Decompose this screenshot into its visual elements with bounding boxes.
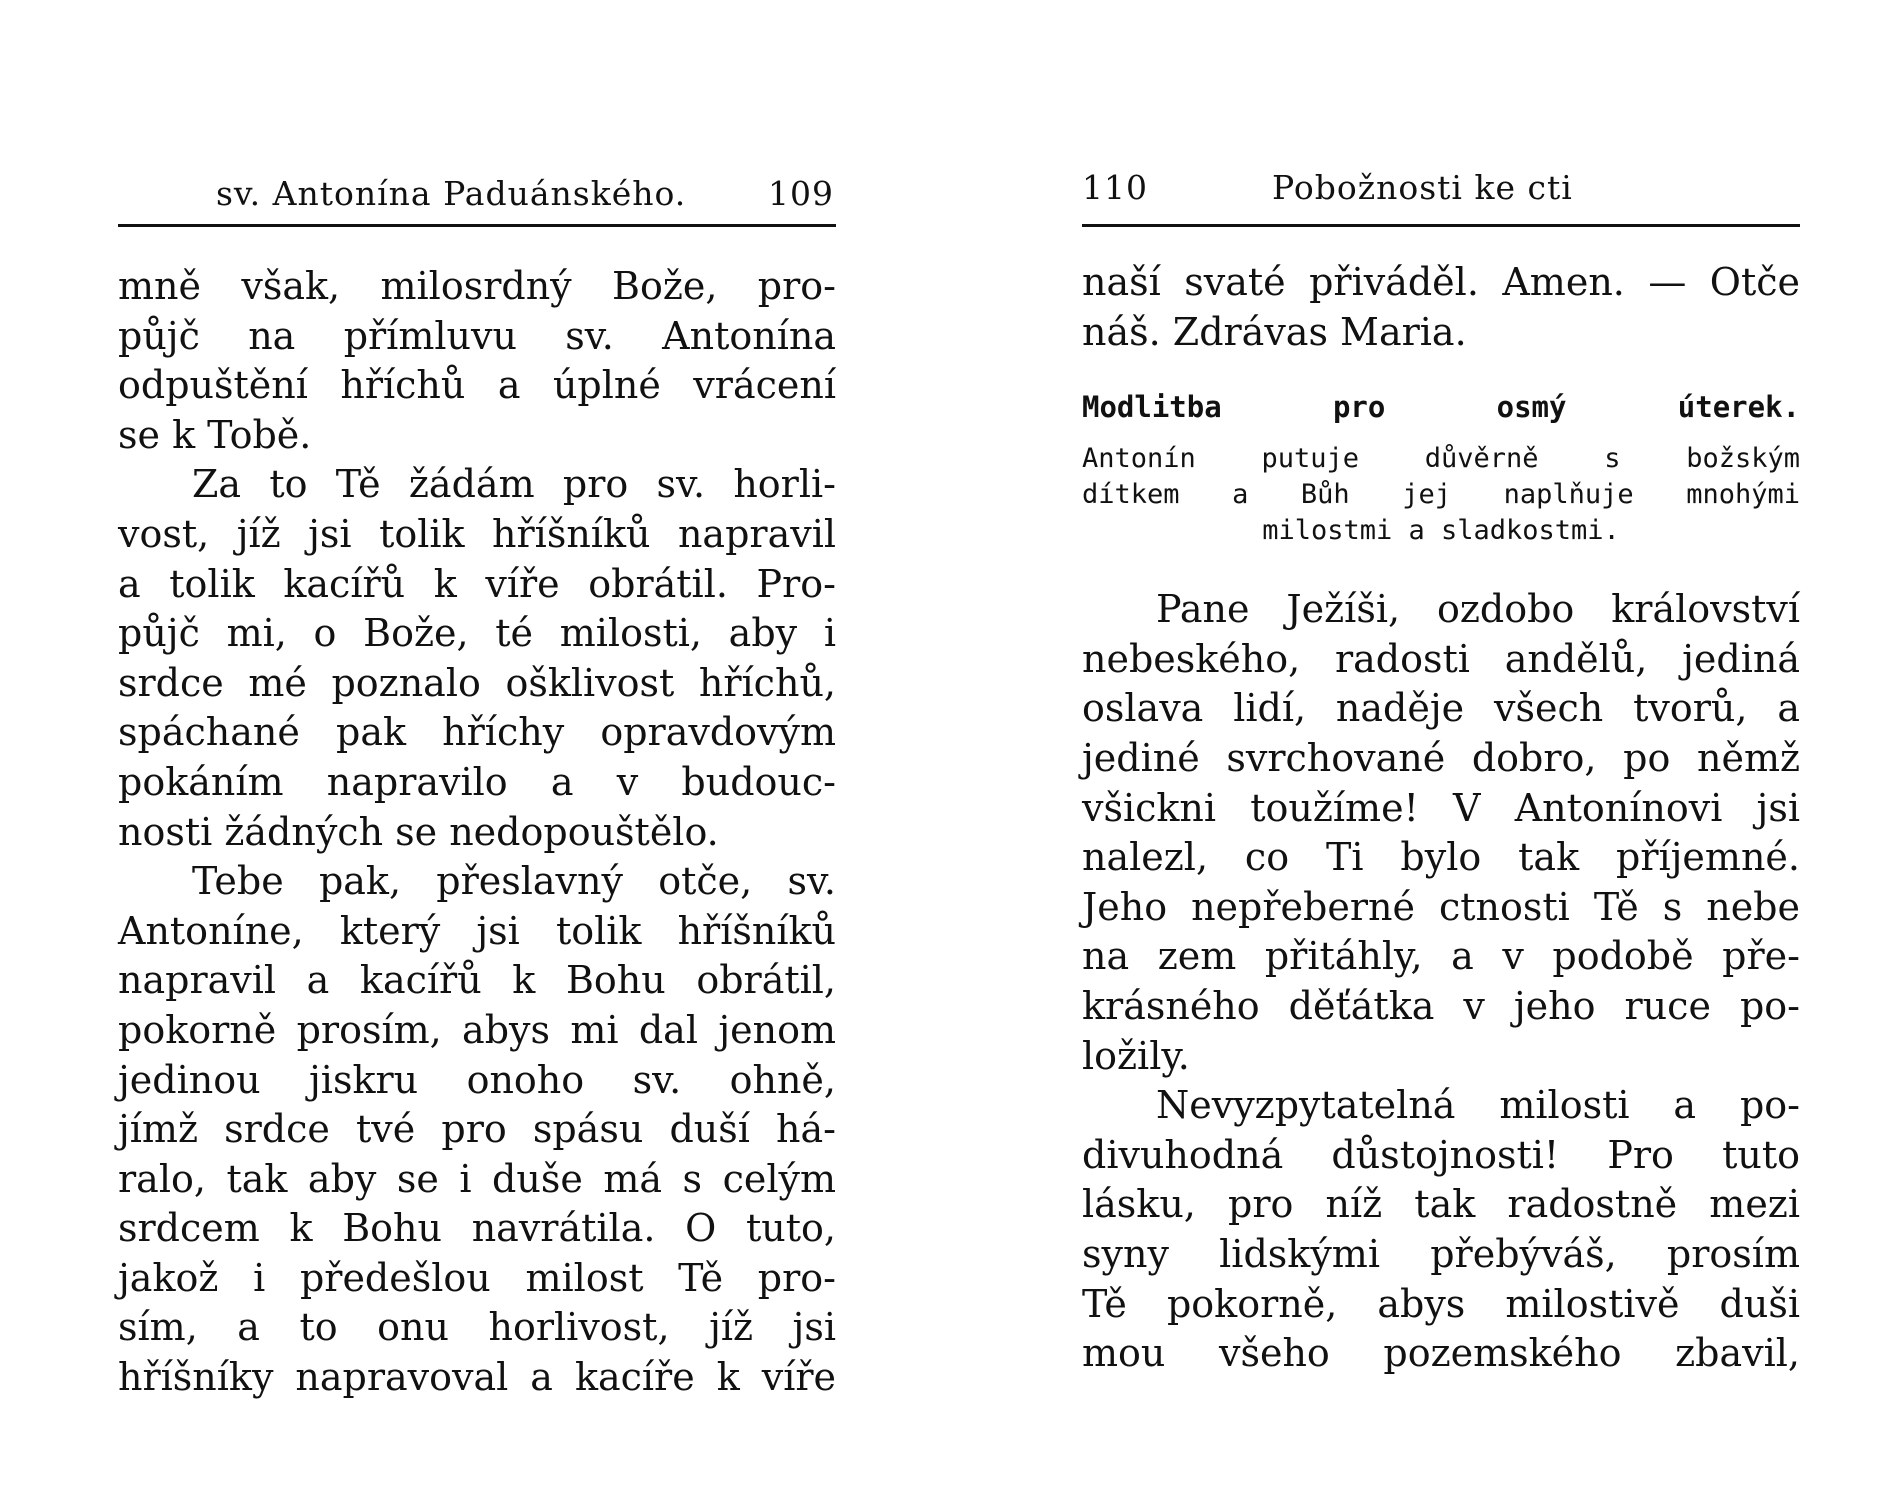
text-line: nebeského, radosti andělů, jediná [1082,636,1800,681]
text-line: všickni toužíme! V Antonínovi jsi [1082,785,1800,830]
text-line: jedinou jiskru onoho sv. ohně, [118,1057,836,1102]
section-heading: Modlitba pro osmý úterek. [1082,390,1800,425]
text-line: sím, a to onu horlivost, jíž jsi [118,1305,836,1350]
left-running-head [118,168,836,227]
text-line: jakož i předešlou milost Tě pro- [118,1255,836,1300]
section-summary [1082,441,1800,549]
text-line: půjč na přímluvu sv. Antonína [118,313,836,358]
text-line: Jeho nepřeberné ctnosti Tě s nebe [1082,884,1800,929]
text-line: nosti žádných se nedopouštělo. [118,809,719,854]
right-body-text [1082,258,1800,1379]
text-line: na zem přitáhly, a v podobě pře- [1082,934,1800,979]
text-line: mou všeho pozemského zbavil, [1082,1331,1800,1376]
text-line: pokorně prosím, abys mi dal jenom [118,1007,836,1052]
text-line: oslava lidí, naděje všech tvorů, a [1082,686,1800,731]
text-line: jediné svrchované dobro, po němž [1082,735,1800,780]
text-line: Za to Tě žádám pro sv. horli- [192,462,836,507]
text-line: a tolik kacířů k víře obrátil. Pro- [118,561,836,606]
text-line: srdcem k Bohu navrátila. O tuto, [118,1206,836,1251]
right-page-number: 110 [1082,168,1148,207]
text-line: odpuštění hříchů a úplné vrácení [118,363,836,408]
text-line: nalezl, co Ti bylo tak příjemné. [1082,835,1800,880]
text-line: syny lidskými přebýváš, prosím [1082,1231,1800,1276]
text-line: náš. Zdrávas Maria. [1082,309,1467,354]
left-page-number: 109 [768,174,834,213]
text-line: Tě pokorně, abys milostivě duši [1082,1281,1800,1326]
text-line: spáchané pak hříchy opravdovým [118,710,836,755]
text-line: Antoníne, který jsi tolik hříšníků [118,908,836,953]
text-line: naší svaté přiváděl. Amen. — Otče [1082,260,1800,304]
text-line: Nevyzpytatelná milosti a po- [1156,1083,1800,1128]
text-line: ložily. [1082,1033,1190,1078]
text-line: lásku, pro níž tak radostně mezi [1082,1182,1800,1227]
summary-line: Antonín putuje důvěrně s božským [1082,443,1800,475]
left-body-text [118,262,836,1403]
left-running-title: sv. Antonína Paduánského. [216,174,687,213]
right-running-title: Pobožnosti ke cti [1272,168,1573,207]
text-line: krásného děťátka v jeho ruce po- [1082,983,1800,1028]
text-line: pokáním napravilo a v budouc- [118,759,836,804]
summary-line: dítkem a Bůh jej naplňuje mnohými [1082,479,1800,511]
text-line: mně však, milosrdný Bože, pro- [118,264,836,308]
text-line: jímž srdce tvé pro spásu duší há- [118,1107,836,1152]
summary-line: milostmi a sladkostmi. [1262,515,1620,547]
text-line: srdce mé poznalo ošklivost hříchů, [118,660,836,705]
text-line: Tebe pak, přeslavný otče, sv. [192,859,836,904]
text-line: ralo, tak aby se i duše má s celým [118,1156,836,1201]
text-line: vost, jíž jsi tolik hříšníků napravil [118,511,836,556]
text-line: se k Tobě. [118,412,312,457]
text-line: napravil a kacířů k Bohu obrátil, [118,958,836,1003]
text-line: půjč mi, o Bože, té milosti, aby i [118,611,836,656]
text-line: hříšníky napravoval a kacíře k víře [118,1355,836,1400]
text-line: divuhodná důstojnosti! Pro tuto [1082,1132,1800,1177]
text-line: Pane Ježíši, ozdobo království [1156,587,1800,632]
right-running-head [1082,168,1800,227]
